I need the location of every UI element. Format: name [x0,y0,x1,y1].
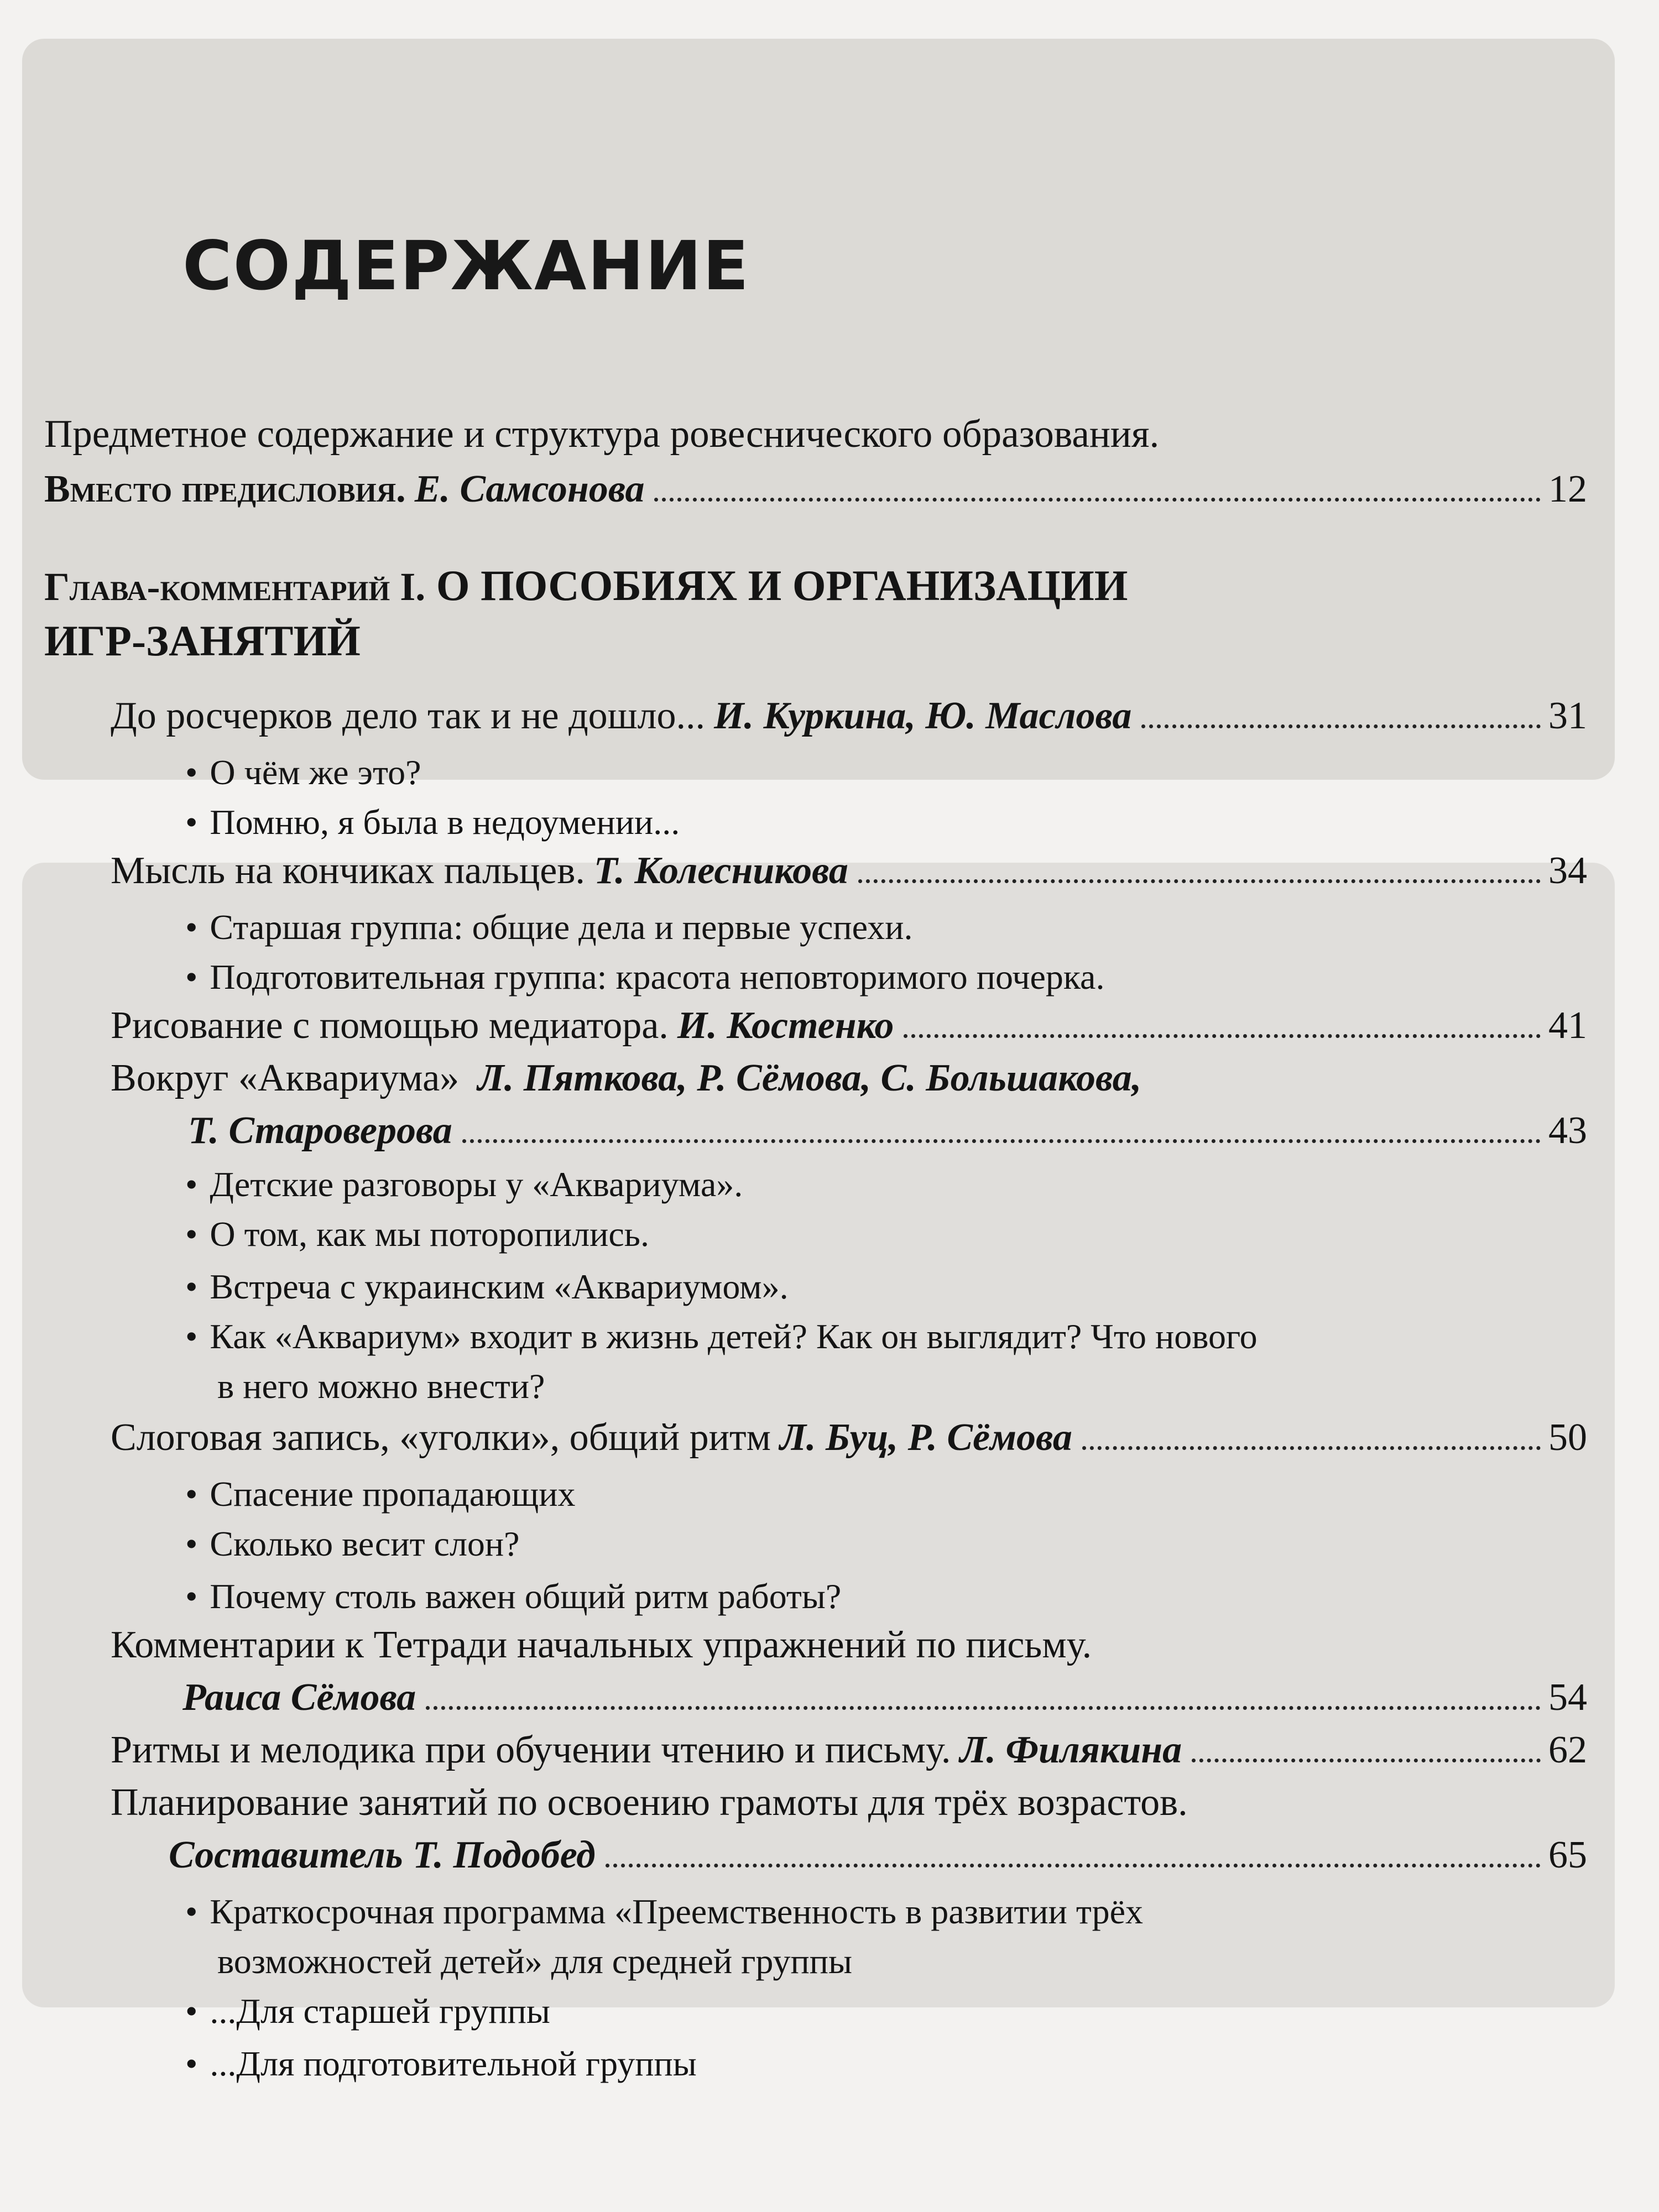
list-item: • ...Для подготовительной группы [185,2043,697,2084]
list-item-cont: возможностей детей» для средней группы [217,1942,853,1981]
preface-line: Предметное содержание и структура ровеснического образования. [44,413,1160,456]
list-item: • Сколько весит слон? [185,1524,520,1564]
page-number: 62 [1548,1729,1587,1771]
page-number: 65 [1548,1834,1587,1876]
list-item: • Почему столь важен общий ритм работы? [185,1576,841,1617]
page-number: 31 [1548,695,1587,737]
dot-leader [858,879,1541,883]
entry-title: Комментарии к Тетради начальных упражнений по письму. [111,1624,1092,1666]
page-title: СОДЕРЖАНИЕ [182,227,750,305]
preface-author: Е. Самсонова [414,468,645,510]
dot-leader [606,1864,1541,1867]
dot-leader [462,1139,1541,1143]
list-item-cont: в него можно внести? [217,1366,545,1406]
toc-entry [182,1676,1587,1720]
toc-entry [111,1004,1587,1048]
dot-leader [904,1034,1541,1038]
chapter-title-line2: ИГР-ЗАНЯТИЙ [44,617,361,665]
list-item: • Детские разговоры у «Аквариума». [185,1164,743,1205]
entry-author: Составитель Т. Подобед [169,1834,596,1876]
dot-leader [1192,1759,1541,1762]
toc-entry [111,694,1587,738]
toc-entry [111,1728,1587,1772]
page-number: 50 [1548,1416,1587,1459]
entry-title: Вокруг «Аквариума» [111,1057,460,1099]
entry-author: Раиса Сёмова [182,1676,416,1719]
preface-entry [44,467,1587,512]
list-item: • Старшая группа: общие дела и первые успехи. [185,907,912,948]
list-item: • Встреча с украинским «Аквариумом». [185,1266,789,1307]
page-number: 43 [1548,1109,1587,1152]
dot-leader [654,498,1541,502]
list-item: • Спасение пропадающих [185,1474,575,1515]
entry-title: Рисование с помощью медиатора. [111,1004,669,1047]
chapter-prefix: Глава-комментарий I. [44,565,426,609]
entry-author: И. Костенко [677,1004,894,1047]
page-number: 54 [1548,1676,1587,1719]
list-item: • Помню, я была в недоумении... [185,802,680,843]
entry-title: До росчерков дело так и не дошло... [111,695,706,737]
toc-entry [111,849,1587,893]
entry-author: Л. Пяткова, Р. Сёмова, С. Большакова, [477,1057,1142,1099]
page-number: 34 [1548,849,1587,892]
entry-author: Л. Буц, Р. Сёмова [779,1416,1072,1459]
entry-title: Планирование занятий по освоению грамоты для трёх возрастов. [111,1781,1188,1824]
page-number: 12 [1548,468,1587,510]
dot-leader [426,1706,1541,1710]
list-item: • Краткосрочная программа «Преемственность в развитии трёх [185,1891,1143,1932]
chapter-title-line1: О ПОСОБИЯХ И ОРГАНИЗАЦИИ [436,561,1128,609]
entry-author-cont: Т. Староверова [188,1109,452,1152]
toc-entry [169,1833,1587,1877]
page-number: 41 [1548,1004,1587,1047]
toc-entry [188,1109,1587,1153]
toc-entry-line1 [111,1056,1141,1100]
entry-author: И. Куркина, Ю. Маслова [714,695,1132,737]
dot-leader [1082,1446,1541,1450]
list-item: • Как «Аквариум» входит в жизнь детей? Как он выглядит? Что нового [185,1316,1258,1357]
toc-entry [111,1416,1587,1460]
chapter-heading [44,559,1128,668]
entry-author: Л. Филякина [959,1729,1182,1771]
preface-label: Вместо предисловия. [44,468,406,510]
list-item: • О чём же это? [185,752,421,793]
entry-title: Слоговая запись, «уголки», общий ритм [111,1416,771,1459]
list-item: • О том, как мы поторопились. [185,1214,649,1255]
entry-title: Ритмы и мелодика при обучении чтению и письму. [111,1729,951,1771]
dot-leader [1141,724,1541,728]
list-item: • ...Для старшей группы [185,1991,550,2032]
entry-title: Мысль на кончиках пальцев. [111,849,585,892]
list-item: • Подготовительная группа: красота неповторимого почерка. [185,957,1104,998]
entry-author: Т. Колесникова [593,849,848,892]
